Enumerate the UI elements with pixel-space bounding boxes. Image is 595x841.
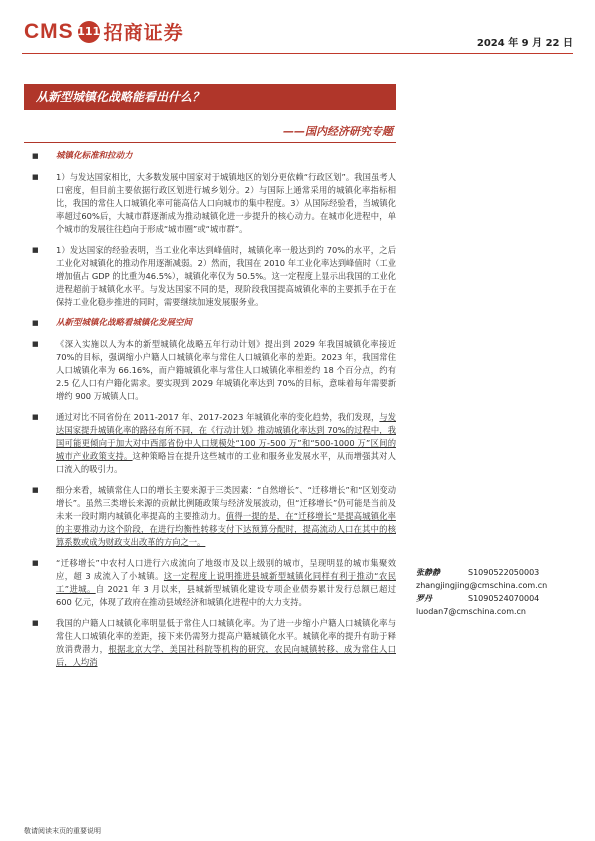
bullet-icon: ■ xyxy=(32,619,39,627)
page-header xyxy=(0,0,595,60)
analyst-row xyxy=(416,566,586,579)
page-footer: 敬请阅读末页的重要说明 xyxy=(24,827,101,835)
company-logo xyxy=(24,18,184,45)
analyst-email[interactable]: luodan7@cmschina.com.cn xyxy=(416,607,526,616)
bullet-icon: ■ xyxy=(32,559,39,567)
paragraph: ■ 我国的户籍人口城镇化率明显低于常住人口城镇化率。为了进一步缩小户籍人口城镇化率与常住人口城镇化率的差距，接下来仍需努力提高户籍城镇化水平。城镇化率的提升有助于释放消费潜力，根据北京大学、美国社科院等机构的研究，农民向城镇转移、成为常住人口后，人均消 xyxy=(24,617,396,669)
analyst-id: S1090524070004 xyxy=(468,594,540,603)
paragraph: ■ 1）发达国家的经验表明，当工业化率达到峰值时，城镇化率一般达到约 70%的水平，之后工业化对城镇化的推动作用逐渐减弱。2）然而，我国在 2010 年工业化率达到峰值时（工业增加值占 GDP 的比重为46.5%），城镇化率仅为 50.5%。这一定程度上显示出我国的工业化进程超前于城镇化水平。与发达国家不同的是，现阶段我国提高城镇化率的主要抓手在于在保持工业化稳步推进的同时，需要继续加速发展服务业。 xyxy=(24,244,396,309)
paragraph: ■ “迁移增长”中农村人口进行六成流向了地级市及以上级别的城市，呈现明显的城市集聚效应，超 3 成流入了小城镇。这一定程度上说明推进县城新型城镇化同样有利于推动“农民工”进城。自 2021 年 3 月以来，县城新型城镇化建设专项企业债券累计发行总额已超过 600 亿元，体现了政府在推动县域经济和城镇化进程中的大力支持。 xyxy=(24,557,396,609)
logo-mark-icon: 111 xyxy=(78,21,100,43)
logo-chinese: 招商证券 xyxy=(103,22,184,44)
logo-english: CMS xyxy=(24,19,74,43)
bullet-icon: ■ xyxy=(32,486,39,494)
analyst-row xyxy=(416,592,586,605)
report-body xyxy=(24,150,396,677)
bullet-icon: ■ xyxy=(32,246,39,254)
analyst-name: 张静静 xyxy=(416,568,440,577)
bullet-icon: ■ xyxy=(32,152,39,160)
paragraph: ■ 细分来看，城镇常住人口的增长主要来源于三类因素：“自然增长”、“迁移增长”和“区划变动增长”。虽然三类增长来源的贡献比例随政策与经济发展波动，但“迁移增长”仍可能是当前及未来一段时期内城镇化率提高的主要推动力。值得一提的是，在“迁移增长”是提高城镇化率的主要推动力这个阶段，在进行均衡性转移支付下达预算分配时，提高流动人口在其中的核算系数或成为财政支出改革的方向之一。 xyxy=(24,484,396,549)
report-title: 从新型城镇化战略能看出什么？ xyxy=(24,84,396,110)
bullet-icon: ■ xyxy=(32,413,39,421)
section-heading-2: ■ 从新型城镇化战略看城镇化发展空间 xyxy=(24,317,396,330)
analyst-name: 罗丹 xyxy=(416,594,432,603)
header-divider xyxy=(22,53,573,54)
paragraph: ■ 通过对比不同省份在 2011-2017 年、2017-2023 年城镇化率的变化趋势，我们发现，与发达国家提升城镇化率的路径有所不同，在《行动计划》推动城镇化率达到 70%的过程中，我国可能更倾向于加大对中西部省份中人口规模处“100 万-500 万”和“500-1000 万”区间的城市产业政策支持。这种策略旨在提升这些城市的工业和服务业发展水平，从而增强其对人口流入的吸引力。 xyxy=(24,411,396,476)
bullet-icon: ■ xyxy=(32,319,39,327)
bullet-icon: ■ xyxy=(32,173,39,181)
analyst-panel xyxy=(416,566,586,618)
title-divider xyxy=(24,142,396,143)
report-date: 2024 年 9 月 22 日 xyxy=(476,38,573,49)
bullet-icon: ■ xyxy=(32,340,39,348)
section-heading-1: ■ 城镇化标准和拉动力 xyxy=(24,150,396,163)
analyst-email[interactable]: zhangjingjing@cmschina.com.cn xyxy=(416,581,548,590)
paragraph: ■ 1）与发达国家相比，大多数发展中国家对于城镇地区的划分更依赖“行政区划”。我国虽考人口密度，但目前主要依据行政区划进行城乡划分。2）与国际上通常采用的城镇化率指标相比，我国的常住人口城镇化率可能高估人口向城市的集中程度。3）从国际经验看，当城镇化率超过60%后，大城市群逐渐成为推动城镇化进一步提升的核心动力。在城市化进程中，单个城市的发展往往趋向于形成“城市圈”或“城市群”。 xyxy=(24,171,396,236)
analyst-id: S1090522050003 xyxy=(468,568,540,577)
report-subtitle: ——国内经济研究专题 xyxy=(283,125,393,138)
paragraph: ■ 《深入实施以人为本的新型城镇化战略五年行动计划》提出到 2029 年我国城镇化率接近 70%的目标，强调缩小户籍人口城镇化率与常住人口城镇化率的差距。2023 年，我国常住人口城镇化率为 66.16%，而户籍城镇化率与常住人口城镇化率相差约 18 个百分点，约有 2.5 亿人口有户籍化需求。要实现到 2029 年城镇化率达到 70%的目标，意味着每年需要新增约 900 万城镇人口。 xyxy=(24,338,396,403)
